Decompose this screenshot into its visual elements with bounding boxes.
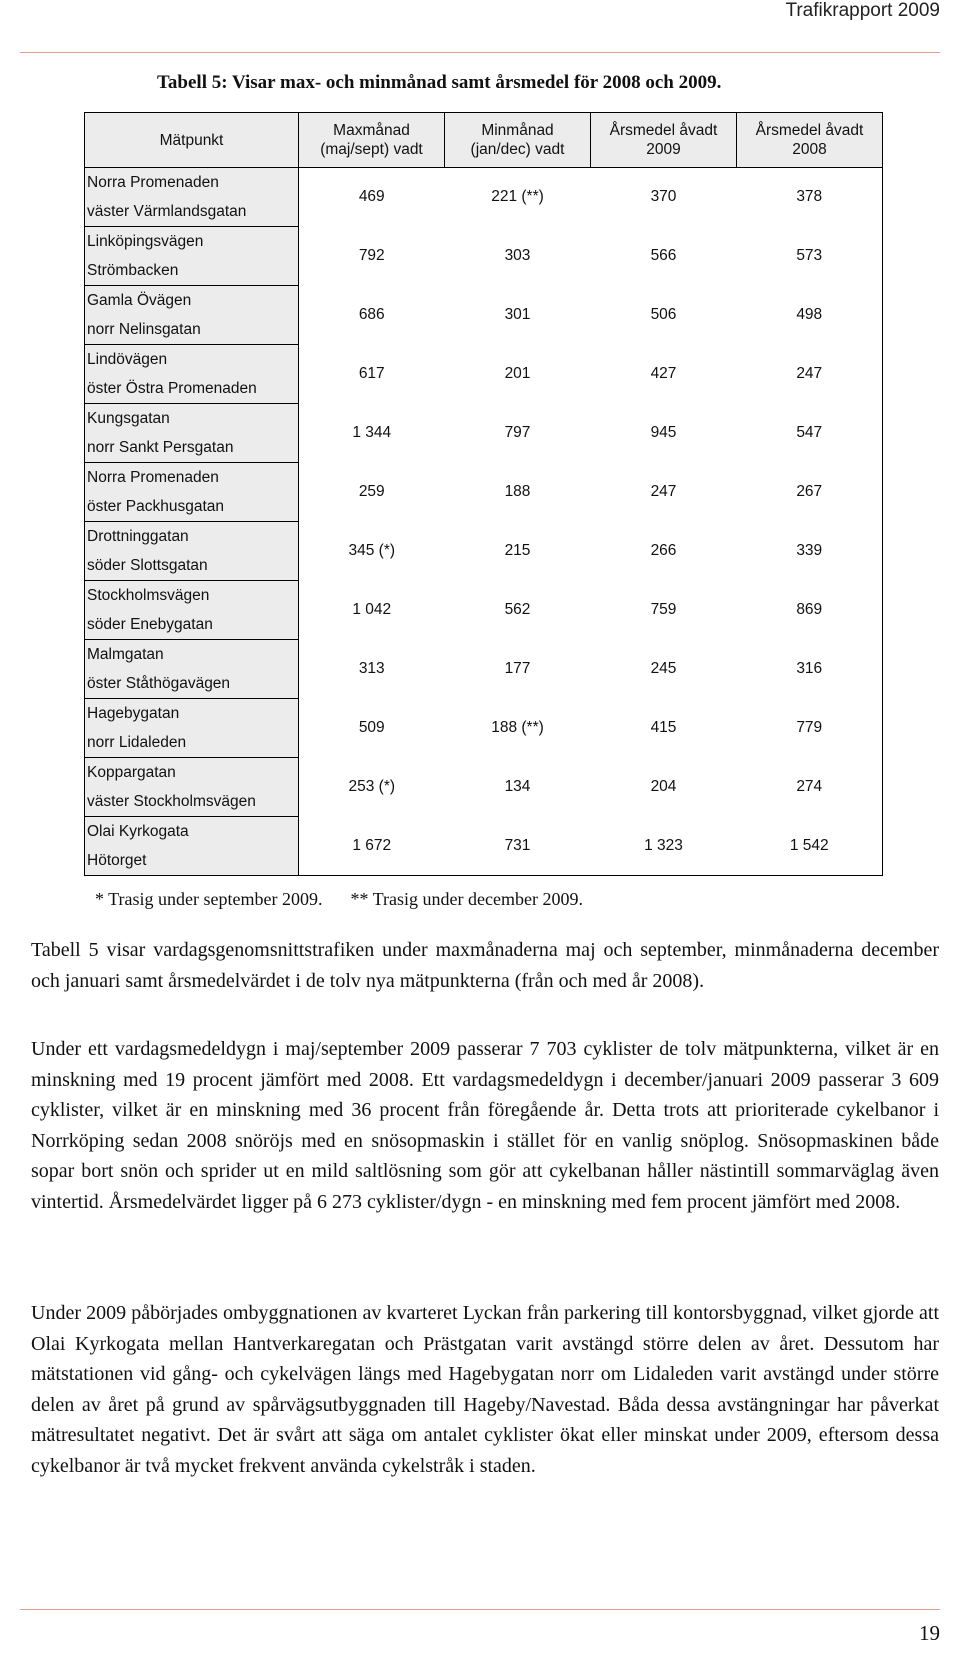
location-detail: väster Stockholmsvägen	[87, 793, 256, 810]
avg-2008-cell: 316	[737, 640, 883, 699]
header-divider	[20, 52, 940, 53]
running-header-title: Trafikrapport 2009	[785, 0, 940, 21]
location-street: Kungsgatan	[87, 410, 170, 427]
avg-2009-cell: 247	[650, 483, 677, 500]
min-value-cell: 134	[504, 778, 531, 795]
location-cell	[85, 640, 299, 699]
location-street: Olai Kyrkogata	[87, 823, 189, 840]
table-caption: Tabell 5: Visar max- och minmånad samt årsmedel för 2008 och 2009.	[157, 72, 722, 93]
table-row	[85, 522, 883, 581]
avg-2009-cell: 245	[650, 660, 677, 677]
table-row	[85, 640, 883, 699]
location-detail: öster Packhusgatan	[87, 498, 225, 515]
table-row	[85, 404, 883, 463]
avg-2009-cell: 266	[650, 542, 677, 559]
max-value-cell: 617	[358, 365, 385, 382]
avg-2009-cell: 945	[650, 424, 677, 441]
min-value-cell: 301	[504, 306, 531, 323]
col-header-subtext: 2009	[646, 141, 681, 158]
location-cell	[85, 404, 299, 463]
footer-divider	[20, 1609, 940, 1610]
footnote-september: * Trasig under september 2009.	[95, 889, 323, 909]
paragraph-table-description: Tabell 5 visar vardagsgenomsnittstrafiken under maxmånaderna maj och september, minmånaderna december och januari samt årsmedelvärdet i de tolv nya mätpunkterna (från och med år 2008).	[31, 939, 939, 992]
paragraph-cyclist-counts: Under ett vardagsmedeldygn i maj/september 2009 passerar 7 703 cyklister de tolv mätpunkterna, vilket är en minskning med 19 procent jämfört med 2008. Ett vardagsmedeldygn i december/januari 2009 passerar 3 609 cyklister, vilket är en minskning med 36 procent från föregående år. Detta trots att prioriterade cykelbanor i Norrköping sedan 2008 snöröjs med en snösopmaskin i stället för en vanlig snöplog. Snösopmaskinen både sopar bort snön och sprider ut en mild saltlösning som gör att cykelbanan håller nästintill sommarväglag även vintertid. Årsmedelvärdet ligger på 6 273 cyklister/dygn - en minskning med fem procent jämfört med 2008.	[31, 1038, 939, 1213]
max-value-cell: 469	[358, 188, 385, 206]
max-value-cell: 1 042	[352, 601, 392, 618]
min-value-cell: 215	[504, 542, 531, 559]
max-value-cell: 253 (*)	[348, 778, 396, 795]
col-header-subtext: (jan/dec) vadt	[470, 141, 565, 158]
location-detail: Hötorget	[87, 852, 147, 869]
avg-2008-cell: 247	[737, 345, 883, 404]
location-street: Linköpingsvägen	[87, 233, 204, 250]
avg-2009-cell: 566	[650, 247, 677, 264]
location-street: Stockholmsvägen	[87, 587, 210, 604]
avg-2008-cell: 498	[737, 286, 883, 345]
location-street: Malmgatan	[87, 646, 164, 663]
avg-2009-cell: 204	[650, 778, 677, 795]
paragraph-road-closures: Under 2009 påbörjades ombyggnationen av kvarteret Lyckan från parkering till kontorsbyggnad, vilket gjorde att Olai Kyrkogata mellan Hantverkaregatan och Prästgatan varit avstängd större delen av året. Dessutom har mätstationen vid gång- och cykelvägen längs med Hagebygatan norr om Lidaleden varit avstängd under större delen av året på grund av spårvägsutbyggnaden till Hageby/Navestad. Båda dessa avstängningar har påverkat mätresultatet negativt. Det är svårt att säga om antalet cyklister ökat eller minskat under 2009, eftersom dessa cykelbanor är två mycket frekvent använda cykelstråk i staden.	[31, 1302, 939, 1477]
avg-2009-cell: 415	[650, 719, 677, 736]
page-number: 19	[919, 1621, 940, 1645]
col-header-text: Maxmånad	[333, 122, 410, 139]
location-cell	[85, 227, 299, 286]
location-cell	[85, 758, 299, 817]
min-value-cell: 188	[504, 483, 531, 500]
max-value-cell: 313	[358, 660, 385, 677]
min-value-cell: 201	[504, 365, 531, 382]
table-row	[85, 168, 883, 227]
avg-2008-cell: 339	[737, 522, 883, 581]
location-cell	[85, 463, 299, 522]
max-value-cell: 259	[358, 483, 385, 500]
location-detail: norr Nelinsgatan	[87, 321, 201, 338]
col-header-avg-2008	[737, 113, 883, 168]
location-cell	[85, 581, 299, 640]
location-street: Hagebygatan	[87, 705, 180, 722]
avg-2008-cell: 779	[737, 699, 883, 758]
avg-2009-cell: 370	[650, 188, 677, 206]
col-header-text: Årsmedel åvadt	[755, 122, 864, 139]
location-detail: öster Östra Promenaden	[87, 380, 257, 397]
location-street: Drottninggatan	[87, 528, 189, 545]
location-detail: öster Ståthögavägen	[87, 675, 231, 692]
location-cell	[85, 699, 299, 758]
col-header-subtext: 2008	[792, 141, 827, 158]
min-value-cell: 303	[504, 247, 531, 264]
col-header-text: Mätpunkt	[159, 131, 224, 149]
avg-2009-cell: 427	[650, 365, 677, 382]
min-value-cell: 177	[504, 660, 531, 677]
avg-2008-cell: 547	[737, 404, 883, 463]
min-value-cell: 731	[445, 817, 591, 876]
min-value-cell: 562	[504, 601, 531, 618]
max-value-cell: 792	[358, 247, 385, 264]
max-value-cell: 1 344	[352, 424, 392, 441]
min-value-cell: 188 (**)	[491, 719, 544, 736]
avg-2008-cell: 1 542	[737, 817, 883, 876]
avg-2008-cell: 267	[737, 463, 883, 522]
max-value-cell: 509	[358, 719, 385, 736]
table-row	[85, 699, 883, 758]
footnote-december: ** Trasig under december 2009.	[350, 889, 583, 909]
location-cell	[85, 522, 299, 581]
col-header-text: Minmånad	[481, 122, 554, 139]
location-detail: söder Slottsgatan	[87, 557, 208, 574]
avg-2008-cell: 573	[737, 227, 883, 286]
avg-2008-cell: 869	[737, 581, 883, 640]
col-header-subtext: (maj/sept) vadt	[320, 141, 423, 158]
table-row	[85, 286, 883, 345]
col-header-location	[85, 113, 299, 168]
max-value-cell: 1 672	[299, 817, 445, 876]
table-row	[85, 345, 883, 404]
table-row	[85, 581, 883, 640]
avg-2008-cell: 274	[737, 758, 883, 817]
min-value-cell: 221 (**)	[491, 188, 544, 206]
location-detail: Strömbacken	[87, 262, 179, 279]
max-value-cell: 686	[358, 306, 385, 323]
avg-2009-cell: 759	[650, 601, 677, 618]
avg-2009-cell: 1 323	[591, 817, 737, 876]
table-row	[85, 817, 883, 876]
location-street: Norra Promenaden	[87, 174, 219, 191]
avg-2009-cell: 506	[650, 306, 677, 323]
avg-2008-cell: 378	[737, 168, 883, 227]
table-row	[85, 463, 883, 522]
location-detail: norr Sankt Persgatan	[87, 439, 234, 456]
location-cell	[85, 286, 299, 345]
max-value-cell: 345 (*)	[348, 542, 396, 559]
col-header-min	[445, 113, 591, 168]
table-footnotes	[95, 889, 583, 910]
location-cell	[85, 168, 299, 227]
location-street: Gamla Övägen	[87, 292, 192, 309]
location-cell	[85, 817, 299, 876]
min-value-cell: 797	[504, 424, 531, 441]
location-cell	[85, 345, 299, 404]
col-header-max	[299, 113, 445, 168]
col-header-text: Årsmedel åvadt	[609, 122, 718, 139]
traffic-stats-table	[84, 112, 883, 876]
table-row	[85, 758, 883, 817]
table-header-row	[85, 113, 883, 168]
location-street: Koppargatan	[87, 764, 176, 781]
location-detail: söder Enebygatan	[87, 616, 213, 633]
location-street: Lindövägen	[87, 351, 168, 368]
table-row	[85, 227, 883, 286]
location-street: Norra Promenaden	[87, 469, 219, 486]
location-detail: väster Värmlandsgatan	[87, 203, 247, 220]
col-header-avg-2009	[591, 113, 737, 168]
location-detail: norr Lidaleden	[87, 734, 187, 751]
